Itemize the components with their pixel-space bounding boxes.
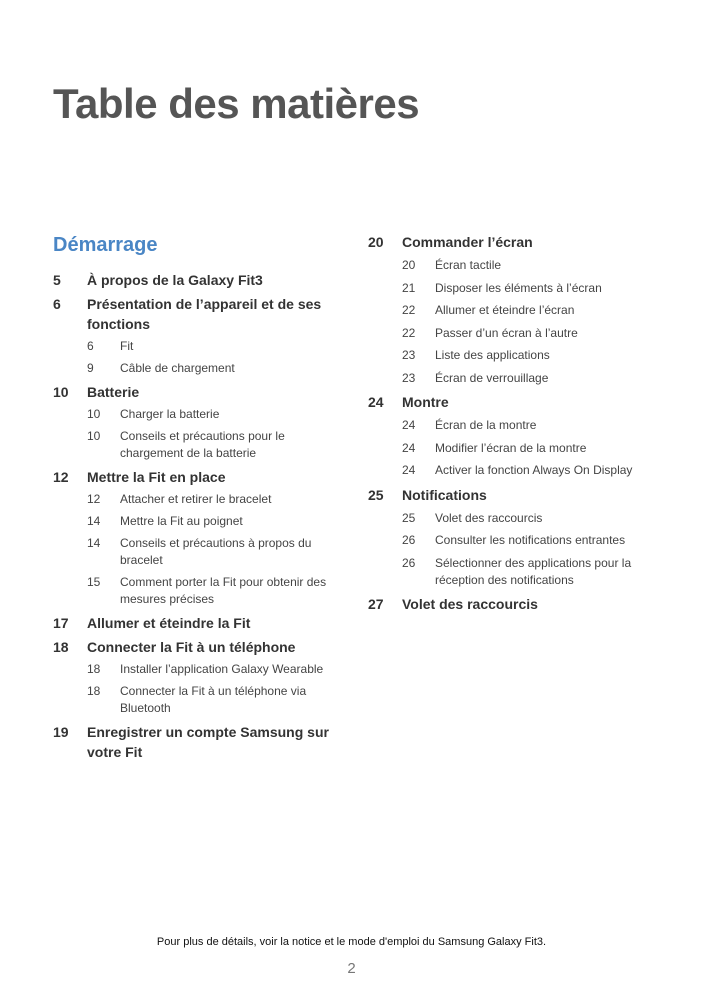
toc-entry[interactable]: [53, 467, 343, 487]
toc-entry-page: 17: [53, 615, 69, 631]
toc-entry-label: Enregistrer un compte Samsung sur votre Fit: [87, 724, 329, 760]
toc-entry-label: Montre: [402, 394, 449, 410]
toc-subentry-label: Consulter les notifications entrantes: [435, 533, 626, 547]
toc-entry-label: Mettre la Fit en place: [87, 469, 226, 485]
toc-right-column: [368, 232, 668, 619]
toc-entry-page: 25: [368, 486, 384, 503]
toc-entry-label: À propos de la Galaxy Fit3: [87, 272, 263, 288]
toc-subentry[interactable]: [87, 360, 343, 377]
toc-entry-page: 18: [53, 639, 69, 655]
toc-subentry-page: 9: [87, 361, 94, 375]
toc-subentry[interactable]: [402, 280, 668, 297]
toc-subentry-label: Volet des raccourcis: [435, 510, 543, 525]
footer-note: Pour plus de détails, voir la notice et le mode d'emploi du Samsung Galaxy Fit3.: [156, 936, 547, 948]
toc-subentry-label: Mettre la Fit au poignet: [120, 514, 243, 528]
toc-subentry-label: Conseils et précautions à propos du bracelet: [120, 536, 312, 567]
toc-subentry-page: 20: [402, 258, 416, 272]
toc-subentry-label: Modifier l’écran de la montre: [435, 440, 587, 455]
toc-entry-page: 24: [368, 394, 384, 410]
toc-subentry-page: 24: [402, 418, 416, 432]
toc-subentry[interactable]: [402, 510, 668, 527]
toc-subentry[interactable]: [402, 370, 668, 387]
toc-entry-label: Allumer et éteindre la Fit: [87, 615, 251, 631]
toc-subentry-label: Disposer les éléments à l’écran: [435, 280, 602, 295]
toc-subentry-page: 18: [87, 662, 101, 676]
toc-subentry-page: 21: [402, 280, 416, 295]
toc-entry[interactable]: [53, 382, 343, 402]
toc-entry[interactable]: [53, 270, 343, 290]
toc-subentry[interactable]: [87, 338, 343, 355]
toc-entry[interactable]: [368, 594, 668, 614]
toc-left-entries: [53, 270, 343, 762]
toc-subentry[interactable]: [402, 257, 668, 274]
toc-subentry-page: 22: [402, 303, 416, 317]
toc-subentry-label: Connecter la Fit à un téléphone via Bluetooth: [120, 684, 307, 715]
toc-entry-label: Notifications: [402, 486, 487, 503]
toc-subentry-label: Écran tactile: [435, 258, 502, 272]
toc-subentry[interactable]: [87, 535, 343, 569]
toc-subentry[interactable]: [402, 325, 668, 342]
toc-entry-label: Présentation de l’appareil et de ses fonctions: [87, 296, 322, 332]
toc-entry-page: 20: [368, 234, 384, 250]
toc-subentry-page: 24: [402, 463, 416, 477]
toc-subentry-page: 14: [87, 514, 101, 528]
toc-subentry-page: 12: [87, 492, 101, 506]
toc-subentry-page: 15: [87, 575, 101, 589]
toc-subentry-page: 26: [402, 533, 416, 547]
toc-subentry-page: 23: [402, 348, 416, 362]
toc-subentry-label: Fit: [120, 339, 134, 353]
toc-left-column: [53, 232, 343, 766]
toc-entry-page: 5: [53, 272, 61, 288]
toc-subentry-label: Liste des applications: [435, 348, 550, 362]
toc-subentry-label: Attacher et retirer le bracelet: [120, 492, 272, 506]
toc-entry[interactable]: [368, 392, 668, 412]
toc-subentry-label: Comment porter la Fit pour obtenir des mesures précises: [120, 575, 327, 606]
toc-entry-label: Connecter la Fit à un téléphone: [87, 639, 296, 655]
toc-subentry-page: 23: [402, 370, 416, 385]
toc-subentry-page: 25: [402, 510, 416, 525]
toc-subentry-label: Câble de chargement: [120, 361, 235, 375]
toc-subentry-page: 26: [402, 555, 416, 570]
toc-entry-page: 10: [53, 384, 69, 400]
toc-subentry[interactable]: [87, 513, 343, 530]
toc-subentry[interactable]: [402, 532, 668, 549]
toc-entry[interactable]: [53, 637, 343, 657]
toc-subentry-label: Conseils et précautions pour le chargement de la batterie: [120, 429, 285, 460]
toc-subentry[interactable]: [402, 555, 668, 589]
toc-subentry-label: Passer d’un écran à l’autre: [435, 325, 578, 340]
toc-entry[interactable]: [368, 232, 668, 252]
toc-entry-page: 27: [368, 596, 384, 612]
toc-subentry[interactable]: [87, 428, 343, 462]
toc-entry-page: 6: [53, 296, 61, 312]
page-title: Table des matières: [53, 80, 420, 127]
toc-subentry[interactable]: [402, 347, 668, 364]
toc-subentry[interactable]: [87, 406, 343, 423]
toc-subentry-label: Installer l’application Galaxy Wearable: [120, 662, 324, 676]
toc-subentry-page: 10: [87, 429, 101, 443]
toc-entry-label: Volet des raccourcis: [402, 596, 538, 612]
toc-subentry-page: 18: [87, 684, 101, 698]
toc-right-entries: [368, 232, 668, 614]
toc-subentry[interactable]: [402, 417, 668, 434]
toc-subentry-page: 24: [402, 440, 416, 455]
section-heading: Démarrage: [53, 234, 158, 256]
toc-subentry[interactable]: [402, 440, 668, 457]
toc-entry[interactable]: [53, 722, 343, 762]
toc-subentry-label: Écran de verrouillage: [435, 370, 549, 385]
page-number: 2: [347, 960, 356, 977]
toc-entry[interactable]: [53, 613, 343, 633]
toc-entry-label: Commander l’écran: [402, 234, 533, 250]
toc-subentry[interactable]: [87, 574, 343, 608]
toc-subentry-label: Allumer et éteindre l’écran: [435, 303, 575, 317]
toc-subentry-page: 6: [87, 339, 94, 353]
toc-entry[interactable]: [368, 485, 668, 505]
toc-subentry-label: Sélectionner des applications pour la réception des notifications: [435, 555, 632, 587]
toc-subentry[interactable]: [402, 462, 668, 479]
toc-subentry-page: 14: [87, 536, 101, 550]
toc-entry-label: Batterie: [87, 384, 140, 400]
toc-subentry-label: Activer la fonction Always On Display: [435, 463, 633, 477]
toc-subentry-label: Écran de la montre: [435, 418, 537, 432]
toc-entry-page: 19: [53, 724, 69, 740]
toc-subentry-label: Charger la batterie: [120, 407, 220, 421]
toc-subentry[interactable]: [87, 661, 343, 678]
toc-subentry[interactable]: [402, 302, 668, 319]
toc-subentry-page: 10: [87, 407, 101, 421]
toc-subentry[interactable]: [87, 683, 343, 717]
toc-subentry[interactable]: [87, 491, 343, 508]
toc-entry[interactable]: [53, 294, 343, 334]
toc-subentry-page: 22: [402, 325, 416, 340]
toc-entry-page: 12: [53, 469, 69, 485]
